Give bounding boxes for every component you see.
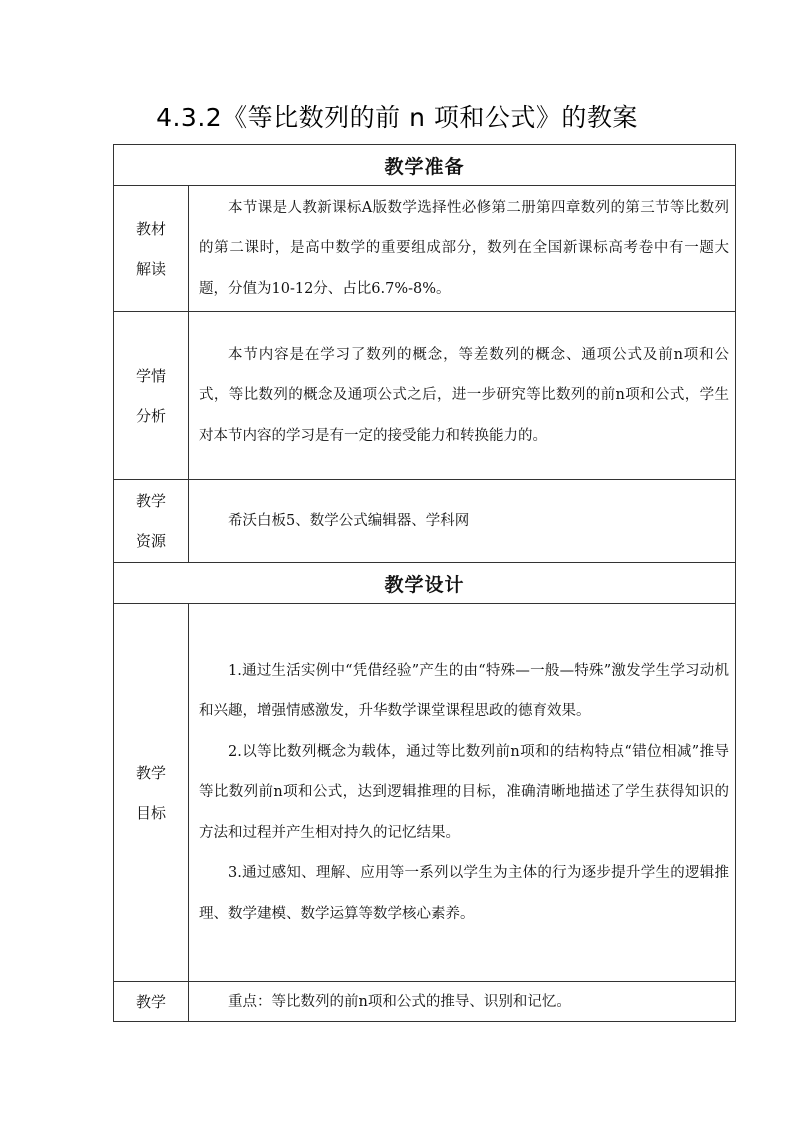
objective-item: 1.通过生活实例中“凭借经验”产生的由“特殊—一般—特殊”激发学生学习动机和兴趣，增强情感激发，升华数学课堂课程思政的德育效果。	[199, 662, 730, 720]
lesson-plan-table	[113, 144, 736, 1022]
row-label	[114, 312, 189, 480]
row-label	[114, 604, 189, 982]
table-row-student-analysis	[114, 312, 736, 480]
row-content	[189, 312, 736, 480]
objective-item: 3.通过感知、理解、应用等一系列以学生为主体的行为逐步提升学生的逻辑推理、数学建模、数学运算等数学核心素养。	[199, 865, 730, 922]
row-content	[189, 480, 736, 563]
table-row-textbook-analysis	[114, 186, 736, 312]
table-row-teaching-objectives	[114, 604, 736, 982]
row-label	[114, 982, 189, 1022]
objective-item: 2.以等比数列概念为载体，通过等比数列前n项和的结构特点“错位相减”推导等比数列前n项和公式，达到逻辑推理的目标，准确清晰地描述了学生获得知识的方法和过程并产生相对持久的记忆结果。	[199, 743, 730, 841]
row-label-line: 教学	[135, 763, 166, 782]
paragraph: 本节内容是在学习了数列的概念，等差数列的概念、通项公式及前n项和公式，等比数列的概念及通项公式之后，进一步研究等比数列的前n项和公式，学生对本节内容的学习是有一定的接受能力和转换能力的。	[199, 346, 730, 444]
row-content	[189, 186, 736, 312]
paragraph: 重点：等比数列的前n项和公式的推导、识别和记忆。	[228, 993, 571, 1010]
paragraph: 本节课是人教新课标A版数学选择性必修第二册第四章数列的第三节等比数列的第二课时，是高中数学的重要组成部分，数列在全国新课标高考卷中有一题大题，分值为10-12分、占比6.7%-8%。	[199, 199, 730, 297]
row-label-line: 分析	[135, 406, 166, 425]
document-title: 4.3.2《等比数列的前 n 项和公式》的教案	[156, 103, 638, 132]
row-label	[114, 186, 189, 312]
row-label-line: 学情	[135, 366, 166, 385]
table-row-key-points	[114, 982, 736, 1022]
row-label-line: 教学	[135, 492, 166, 510]
paragraph: 希沃白板5、数学公式编辑器、学科网	[228, 512, 470, 529]
table-row-teaching-resources	[114, 480, 736, 563]
row-label-line: 目标	[135, 803, 166, 822]
row-content	[189, 604, 736, 982]
row-label-line: 教材	[135, 219, 166, 238]
row-content	[189, 982, 736, 1022]
row-label-line: 教学	[135, 992, 166, 1011]
section-heading-design: 教学设计	[114, 563, 736, 604]
section-heading-preparation: 教学准备	[114, 145, 736, 186]
row-label-line: 解读	[135, 259, 166, 278]
row-label	[114, 480, 189, 563]
row-label-line: 资源	[135, 532, 166, 550]
